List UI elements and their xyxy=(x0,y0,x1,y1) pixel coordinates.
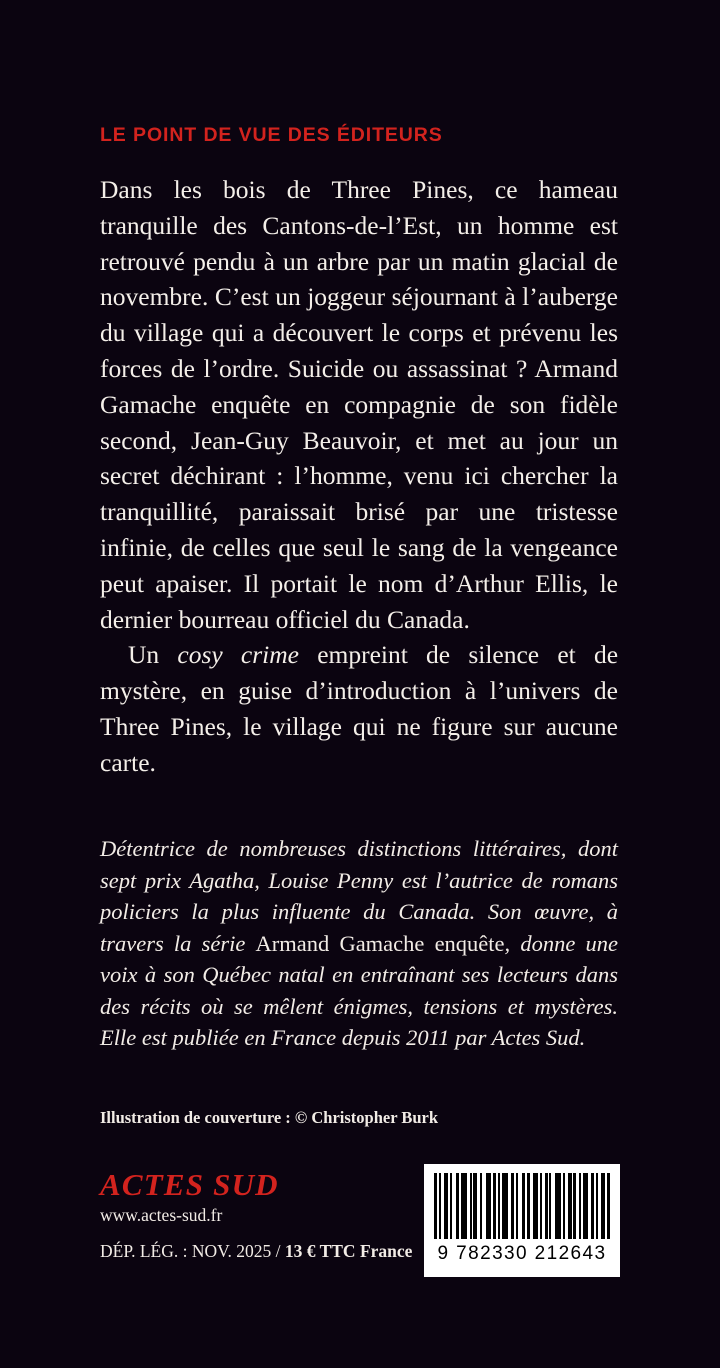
blurb-paragraph-1 xyxy=(100,172,618,637)
barcode-number: 9 782330 212643 xyxy=(437,1243,607,1264)
blurb-text xyxy=(100,172,618,781)
imprint-heading: LE POINT DE VUE DES ÉDITEURS xyxy=(100,124,443,146)
legal-deposit-line xyxy=(100,1240,420,1262)
legal-deposit-date: DÉP. LÉG. : NOV. 2025 / xyxy=(100,1241,285,1261)
barcode-bars xyxy=(434,1173,610,1239)
blurb-paragraph-2-lead: Un xyxy=(128,640,178,670)
author-bio xyxy=(100,833,618,1054)
price-suffix: TTC France xyxy=(315,1241,413,1261)
blurb-paragraph-1-text: Dans les bois de Three Pines, ce hameau tranquille des Cantons-de-l’Est, un homme est retrouvé pendu à un arbre par un matin glacial de novembre. C’est un joggeur séjournant à l’auberge du village qui a découvert le corps et prévenu les forces de l’ordre. Suicide ou assassinat ? Armand Gamache enquête en compagnie de son fidèle second, Jean-Guy Beauvoir, et met au jour un secret déchirant : l’homme, venu ici chercher la tranquillité, paraissait brisé par une tristesse infinie, de celles que seul le sang de la vengeance peut apaiser. Il portait le nom d’Arthur Ellis, le dernier bourreau officiel du Canada. xyxy=(100,175,618,634)
blurb-paragraph-2 xyxy=(100,637,618,780)
blurb-paragraph-2-rest: empreint de silence et de mystère, en guise d’introduction à l’univers de Three Pines, le village qui ne figure sur aucune carte. xyxy=(100,640,619,777)
blurb-genre-term: cosy crime xyxy=(177,640,299,670)
series-title: Armand Gamache enquête xyxy=(255,930,505,956)
ean-barcode xyxy=(424,1164,620,1277)
footer xyxy=(100,1168,620,1278)
author-bio-part-2: , donne une voix à son Québec natal en entraînant ses lecteurs dans des récits où se mêlent énigmes, tensions et mystères. Elle est publiée en France depuis 2011 par Actes Sud. xyxy=(100,930,618,1050)
publisher-block xyxy=(100,1168,420,1262)
publisher-website: www.actes-sud.fr xyxy=(100,1205,223,1225)
author-bio-part-1: Détentrice de nombreuses distinctions littéraires, dont sept prix Agatha, Louise Penny est l’autrice de romans policiers la plus influente du Canada. Son œuvre, à travers la série xyxy=(100,836,618,956)
price: 13 € xyxy=(284,1241,316,1261)
cover-illustration-credit: Illustration de couverture : © Christopher Burk xyxy=(100,1108,439,1127)
publisher-logo: ACTES SUD xyxy=(100,1167,279,1202)
